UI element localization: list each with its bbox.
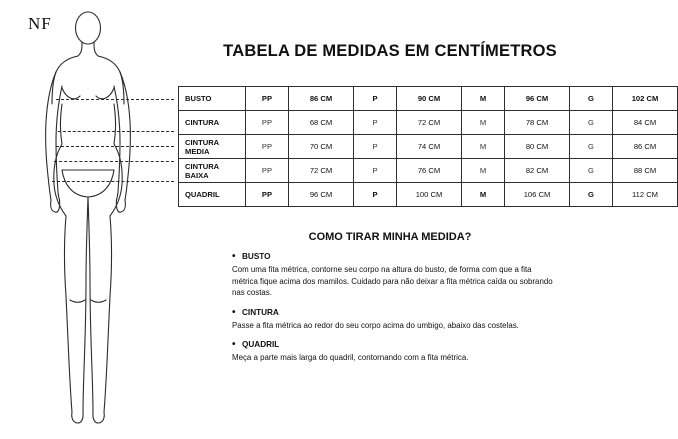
cell-size: PP [246,111,289,135]
table-row [179,111,678,135]
cell-value: 112 CM [613,183,678,207]
howto-body: Com uma fita métrica, contorne seu corpo na altura do busto, de forma com que a fita métrica fique acima dos mamilos. Cuidado para não deixar a fita métrica caída ou sobrando nas costas. [232,265,553,298]
cell-value: 68 CM [289,111,354,135]
cell-size: G [570,183,613,207]
cell-value: 82 CM [505,159,570,183]
table-row [179,159,678,183]
cintura-media-guide-line [56,146,174,147]
cell-size: M [462,111,505,135]
cell-value: 86 CM [289,87,354,111]
howto-heading: • BUSTO [242,252,554,261]
cell-size: M [462,183,505,207]
howto-item-quadril [232,340,554,364]
cell-size: PP [246,159,289,183]
cell-value: 76 CM [397,159,462,183]
howto-list [232,252,554,373]
cell-value: 78 CM [505,111,570,135]
cell-value: 96 CM [289,183,354,207]
row-label: CINTURA BAIXA [179,159,246,183]
busto-guide-line [56,99,174,100]
howto-title: COMO TIRAR MINHA MEDIDA? [308,231,472,243]
cell-value: 102 CM [613,87,678,111]
table-row [179,135,678,159]
cell-size: G [570,87,613,111]
cell-size: G [570,159,613,183]
cintura-guide-line [58,131,174,132]
howto-heading: • CINTURA [242,308,554,317]
cell-value: 74 CM [397,135,462,159]
cell-size: P [354,87,397,111]
cell-size: G [570,111,613,135]
size-table [178,86,678,207]
row-label: QUADRIL [179,183,246,207]
cell-size: G [570,135,613,159]
table-row [179,183,678,207]
cell-size: M [462,159,505,183]
cell-size: PP [246,87,289,111]
quadril-guide-line [52,181,174,182]
cell-size: M [462,135,505,159]
row-label: CINTURA [179,111,246,135]
row-label: BUSTO [179,87,246,111]
cell-size: P [354,183,397,207]
cell-value: 70 CM [289,135,354,159]
howto-item-cintura [232,308,554,332]
figure-panel [0,0,176,439]
howto-item-busto [232,252,554,299]
female-body-outline-icon [0,0,176,439]
cell-size: P [354,111,397,135]
howto-body: Passe a fita métrica ao redor do seu corpo acima do umbigo, abaixo das costelas. [232,320,519,330]
cell-value: 84 CM [613,111,678,135]
cell-size: P [354,159,397,183]
cell-value: 72 CM [289,159,354,183]
cell-value: 72 CM [397,111,462,135]
cell-size: M [462,87,505,111]
cell-size: P [354,135,397,159]
howto-heading: • QUADRIL [242,340,554,349]
row-label: CINTURA MEDIA [179,135,246,159]
table-row [179,87,678,111]
cell-value: 96 CM [505,87,570,111]
howto-body: Meça a parte mais larga do quadril, contornando com a fita métrica. [232,353,469,363]
brand-logo: NF [28,14,52,33]
size-table-wrap [178,86,659,207]
cell-value: 90 CM [397,87,462,111]
cell-size: PP [246,183,289,207]
cell-size: PP [246,135,289,159]
cell-value: 106 CM [505,183,570,207]
cell-value: 100 CM [397,183,462,207]
page-title: TABELA DE MEDIDAS EM CENTÍMETROS [223,42,557,60]
cintura-baixa-guide-line [54,161,174,162]
cell-value: 80 CM [505,135,570,159]
cell-value: 88 CM [613,159,678,183]
cell-value: 86 CM [613,135,678,159]
